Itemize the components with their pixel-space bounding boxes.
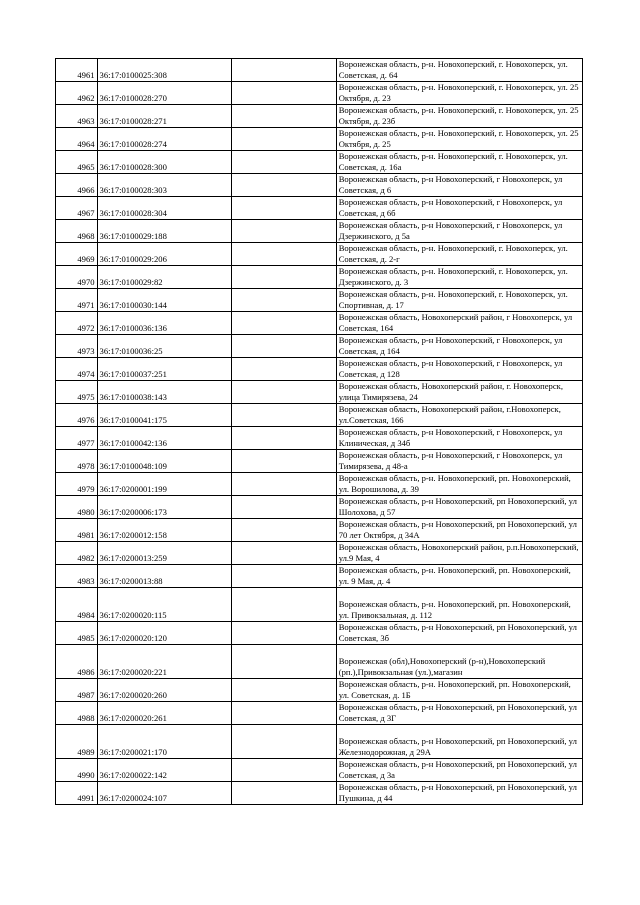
row-number-cell: 4978	[56, 450, 98, 473]
address-cell: Воронежская (обл),Новохоперский (р-н),Новохоперский (рп.),Привокзальная (ул.),магазин	[336, 645, 582, 679]
row-number-cell: 4971	[56, 289, 98, 312]
address-cell: Воронежская область, р-н Новохоперский, рп Новохоперский, ул Советская, 3б	[336, 622, 582, 645]
empty-cell	[232, 335, 336, 358]
empty-cell	[232, 105, 336, 128]
address-cell: Воронежская область, р-н Новохоперский, г Новохоперск, ул Советская, д 128	[336, 358, 582, 381]
address-cell: Воронежская область, р-н Новохоперский, г Новохоперск, ул Советская, д 164	[336, 335, 582, 358]
table-row	[56, 381, 583, 404]
address-cell: Воронежская область, р-н. Новохоперский, г. Новохоперск, ул. 25 Октября, д. 23	[336, 82, 582, 105]
table-row	[56, 266, 583, 289]
cadastral-number-cell: 36:17:0100028:304	[97, 197, 232, 220]
cadastral-number-cell: 36:17:0200021:170	[97, 725, 232, 759]
table-row	[56, 427, 583, 450]
cadastral-number-cell: 36:17:0100028:270	[97, 82, 232, 105]
cadastral-number-cell: 36:17:0100036:136	[97, 312, 232, 335]
table-row	[56, 782, 583, 805]
address-cell: Воронежская область, р-н. Новохоперский, рп. Новохоперский, ул. Привокзальная, д. 112	[336, 588, 582, 622]
row-number-cell: 4986	[56, 645, 98, 679]
cadastral-number-cell: 36:17:0200013:259	[97, 542, 232, 565]
table-row	[56, 82, 583, 105]
empty-cell	[232, 427, 336, 450]
empty-cell	[232, 358, 336, 381]
row-number-cell: 4982	[56, 542, 98, 565]
address-cell: Воронежская область, р-н. Новохоперский, рп. Новохоперский, ул. Советская, д. 1Б	[336, 679, 582, 702]
table-row	[56, 542, 583, 565]
table-row	[56, 450, 583, 473]
address-cell: Воронежская область, Новохоперский район, г.Новохоперск, ул.Советская, 166	[336, 404, 582, 427]
cadastral-number-cell: 36:17:0200020:120	[97, 622, 232, 645]
empty-cell	[232, 519, 336, 542]
address-cell: Воронежская область, р-н Новохоперский, г Новохоперск, ул Советская, д 6	[336, 174, 582, 197]
address-cell: Воронежская область, р-н. Новохоперский, рп. Новохоперский, ул. 9 Мая, д. 4	[336, 565, 582, 588]
row-number-cell: 4980	[56, 496, 98, 519]
cadastral-number-cell: 36:17:0100030:144	[97, 289, 232, 312]
empty-cell	[232, 679, 336, 702]
row-number-cell: 4983	[56, 565, 98, 588]
table-row	[56, 358, 583, 381]
address-cell: Воронежская область, р-н Новохоперский, рп Новохоперский, ул Железнодорожная, д 29А	[336, 725, 582, 759]
address-cell: Воронежская область, р-н. Новохоперский, г. Новохоперск, ул. 25 Октября, д. 25	[336, 128, 582, 151]
address-cell: Воронежская область, Новохоперский район, р.п.Новохоперский, ул.9 Мая, 4	[336, 542, 582, 565]
cadastral-number-cell: 36:17:0200006:173	[97, 496, 232, 519]
row-number-cell: 4988	[56, 702, 98, 725]
address-cell: Воронежская область, р-н Новохоперский, рп Новохоперский, ул Пушкина, д 44	[336, 782, 582, 805]
cadastral-number-cell: 36:17:0100041:175	[97, 404, 232, 427]
empty-cell	[232, 450, 336, 473]
empty-cell	[232, 542, 336, 565]
address-cell: Воронежская область, р-н. Новохоперский, г. Новохоперск, ул. 25 Октября, д. 23б	[336, 105, 582, 128]
empty-cell	[232, 622, 336, 645]
row-number-cell: 4976	[56, 404, 98, 427]
empty-cell	[232, 197, 336, 220]
empty-cell	[232, 289, 336, 312]
address-cell: Воронежская область, р-н Новохоперский, г Новохоперск, ул Клиническая, д 34б	[336, 427, 582, 450]
row-number-cell: 4991	[56, 782, 98, 805]
address-cell: Воронежская область, р-н. Новохоперский, г. Новохоперск, ул. Советская, д. 2-г	[336, 243, 582, 266]
cadastral-table	[55, 58, 583, 805]
table-row	[56, 473, 583, 496]
cadastral-number-cell: 36:17:0100048:109	[97, 450, 232, 473]
row-number-cell: 4981	[56, 519, 98, 542]
cadastral-number-cell: 36:17:0100028:300	[97, 151, 232, 174]
table-row	[56, 151, 583, 174]
empty-cell	[232, 128, 336, 151]
table-row	[56, 702, 583, 725]
table-row	[56, 105, 583, 128]
cadastral-number-cell: 36:17:0100036:25	[97, 335, 232, 358]
row-number-cell: 4973	[56, 335, 98, 358]
row-number-cell: 4966	[56, 174, 98, 197]
table-row	[56, 622, 583, 645]
cadastral-number-cell: 36:17:0200024:107	[97, 782, 232, 805]
row-number-cell: 4989	[56, 725, 98, 759]
table-row	[56, 243, 583, 266]
empty-cell	[232, 404, 336, 427]
address-cell: Воронежская область, р-н. Новохоперский, г. Новохоперск, ул. Спортивная, д. 17	[336, 289, 582, 312]
empty-cell	[232, 266, 336, 289]
empty-cell	[232, 220, 336, 243]
cadastral-number-cell: 36:17:0100028:303	[97, 174, 232, 197]
row-number-cell: 4970	[56, 266, 98, 289]
empty-cell	[232, 725, 336, 759]
row-number-cell: 4975	[56, 381, 98, 404]
address-cell: Воронежская область, р-н. Новохоперский, г. Новохоперск, ул. Советская, д. 64	[336, 59, 582, 82]
row-number-cell: 4979	[56, 473, 98, 496]
empty-cell	[232, 782, 336, 805]
address-cell: Воронежская область, р-н. Новохоперский, г. Новохоперск, ул. Дзержинского, д. 3	[336, 266, 582, 289]
table-row	[56, 174, 583, 197]
empty-cell	[232, 59, 336, 82]
cadastral-number-cell: 36:17:0100029:206	[97, 243, 232, 266]
row-number-cell: 4962	[56, 82, 98, 105]
empty-cell	[232, 702, 336, 725]
row-number-cell: 4963	[56, 105, 98, 128]
row-number-cell: 4968	[56, 220, 98, 243]
cadastral-number-cell: 36:17:0100025:308	[97, 59, 232, 82]
table-row	[56, 565, 583, 588]
cadastral-number-cell: 36:17:0100037:251	[97, 358, 232, 381]
empty-cell	[232, 381, 336, 404]
row-number-cell: 4961	[56, 59, 98, 82]
row-number-cell: 4964	[56, 128, 98, 151]
table-row	[56, 759, 583, 782]
table-row	[56, 519, 583, 542]
cadastral-number-cell: 36:17:0200013:88	[97, 565, 232, 588]
empty-cell	[232, 496, 336, 519]
empty-cell	[232, 473, 336, 496]
address-cell: Воронежская область, р-н. Новохоперский, г. Новохоперск, ул. Советская, д. 16а	[336, 151, 582, 174]
table-row	[56, 312, 583, 335]
address-cell: Воронежская область, р-н Новохоперский, рп Новохоперский, ул 70 лет Октября, д 34А	[336, 519, 582, 542]
empty-cell	[232, 82, 336, 105]
address-cell: Воронежская область, р-н Новохоперский, г Новохоперск, ул Дзержинского, д 5а	[336, 220, 582, 243]
cadastral-number-cell: 36:17:0200020:261	[97, 702, 232, 725]
address-cell: Воронежская область, р-н Новохоперский, рп Новохоперский, ул Советская, д 3Г	[336, 702, 582, 725]
table-row	[56, 496, 583, 519]
cadastral-number-cell: 36:17:0100028:274	[97, 128, 232, 151]
empty-cell	[232, 174, 336, 197]
address-cell: Воронежская область, р-н Новохоперский, рп Новохоперский, ул Советская, д 3а	[336, 759, 582, 782]
empty-cell	[232, 151, 336, 174]
cadastral-number-cell: 36:17:0200022:142	[97, 759, 232, 782]
empty-cell	[232, 243, 336, 266]
cadastral-number-cell: 36:17:0100028:271	[97, 105, 232, 128]
empty-cell	[232, 759, 336, 782]
empty-cell	[232, 588, 336, 622]
table-row	[56, 335, 583, 358]
table-row	[56, 289, 583, 312]
address-cell: Воронежская область, р-н Новохоперский, г Новохоперск, ул Советская, д 6б	[336, 197, 582, 220]
table-body	[56, 59, 583, 805]
table-row	[56, 220, 583, 243]
cadastral-number-cell: 36:17:0100038:143	[97, 381, 232, 404]
cadastral-number-cell: 36:17:0200020:260	[97, 679, 232, 702]
row-number-cell: 4987	[56, 679, 98, 702]
cadastral-number-cell: 36:17:0200020:221	[97, 645, 232, 679]
address-cell: Воронежская область, р-н Новохоперский, г Новохоперск, ул Тимирязева, д 48-а	[336, 450, 582, 473]
table-row	[56, 128, 583, 151]
empty-cell	[232, 565, 336, 588]
table-row	[56, 588, 583, 622]
table-row	[56, 404, 583, 427]
cadastral-number-cell: 36:17:0200001:199	[97, 473, 232, 496]
cadastral-number-cell: 36:17:0100029:188	[97, 220, 232, 243]
cadastral-number-cell: 36:17:0200012:158	[97, 519, 232, 542]
address-cell: Воронежская область, Новохоперский район, г. Новохоперск, улица Тимирязева, 24	[336, 381, 582, 404]
row-number-cell: 4985	[56, 622, 98, 645]
address-cell: Воронежская область, р-н Новохоперский, рп Новохоперский, ул Шолохова, д 57	[336, 496, 582, 519]
row-number-cell: 4972	[56, 312, 98, 335]
row-number-cell: 4984	[56, 588, 98, 622]
table-row	[56, 679, 583, 702]
address-cell: Воронежская область, Новохоперский район, г Новохоперск, ул Советская, 164	[336, 312, 582, 335]
row-number-cell: 4977	[56, 427, 98, 450]
table-row	[56, 197, 583, 220]
address-cell: Воронежская область, р-н. Новохоперский, рп. Новохоперский, ул. Ворошилова, д. 39	[336, 473, 582, 496]
cadastral-number-cell: 36:17:0100029:82	[97, 266, 232, 289]
row-number-cell: 4969	[56, 243, 98, 266]
row-number-cell: 4965	[56, 151, 98, 174]
empty-cell	[232, 645, 336, 679]
row-number-cell: 4974	[56, 358, 98, 381]
table-row	[56, 725, 583, 759]
table-row	[56, 59, 583, 82]
row-number-cell: 4990	[56, 759, 98, 782]
cadastral-number-cell: 36:17:0200020:115	[97, 588, 232, 622]
empty-cell	[232, 312, 336, 335]
cadastral-number-cell: 36:17:0100042:136	[97, 427, 232, 450]
row-number-cell: 4967	[56, 197, 98, 220]
table-row	[56, 645, 583, 679]
